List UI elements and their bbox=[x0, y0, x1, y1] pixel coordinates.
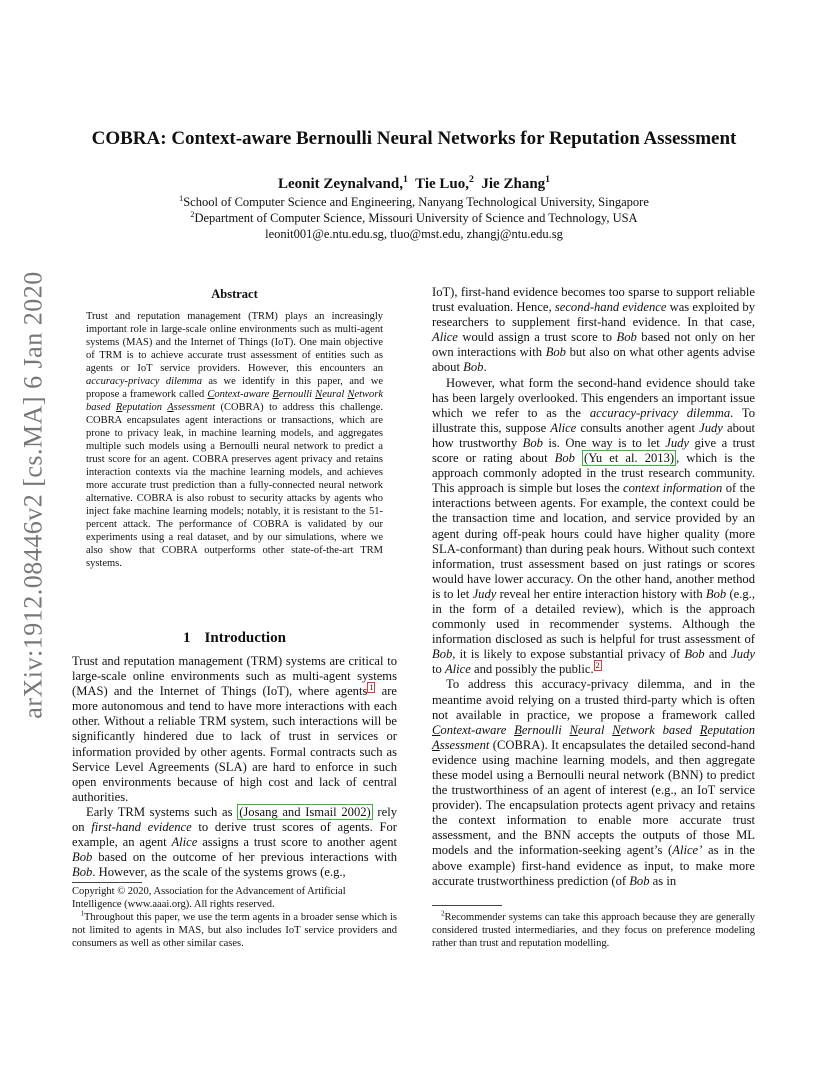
affiliation-text: Department of Computer Science, Missouri University of Science and Technology, USA bbox=[194, 211, 638, 225]
footnote-text: Recommender systems can take this approach because they are generally considered trusted intermediaries, and they focus on preference modeling rather than trust and reputation modelling. bbox=[432, 912, 756, 949]
section-number: 1 bbox=[183, 630, 191, 646]
footnote-link[interactable]: 1 bbox=[369, 683, 374, 692]
affiliation bbox=[40, 195, 788, 210]
abstract-section bbox=[86, 287, 383, 570]
left-column-body bbox=[72, 654, 397, 880]
paragraph: IoT), first-hand evidence becomes too sparse to support reliable trust evaluation. Hence, second-hand evidence was exploited by researchers to supplement first-hand evidence. In that case, Alice would assign a trust score to Bob based not only on her own interactions with Bob but also on what other agents advise about Bob. bbox=[432, 285, 755, 375]
author-name: Jie Zhang bbox=[481, 176, 546, 192]
paragraph: However, what form the second-hand evidence should take has been largely overlooked. This engenders an important issue which we refer to as the accuracy-privacy dilemma. To illustrate this, suppose Alice consults another agent Judy about how trustworthy Bob is. One way is to let Judy give a trust score or rating about Bob (Yu et al. 2013) , which is the approach commonly adopted in the trust research community. This approach is simple but loses the context information of the interactions between agents. For example, the context could be the transaction time and location, and service provided by an agent during off-peak hours could have higher quality (more SLA-conformant) than during peak hours. Without such context information, trust assessment based on just ratings or scores would have lower accuracy. On the other hand, another method is to let Judy reveal her entire interaction history with Bob (e.g., in the form of a detailed review), which is the approach commonly used in recommender systems. Although the information disclosed as such is helpful for trust assessment of Bob, it is likely to expose substantial privacy of Bob and Judy to Alice and possibly the public. $^2$ bbox=[432, 375, 755, 677]
affiliation-text: School of Computer Science and Engineering, Nanyang Technological University, Singapore bbox=[183, 195, 649, 209]
author-affil-mark: 1 bbox=[545, 174, 551, 185]
arxiv-id-text: arXiv:1912.08446v2 [cs.MA] 6 Jan 2020 bbox=[19, 271, 49, 719]
footnote-text: Throughout this paper, we use the term agents in a broader sense which is not limited to agents in MAS, but also includes IoT service providers and consumers as well as other similar cases. bbox=[72, 912, 398, 949]
affiliation bbox=[40, 211, 788, 226]
affiliation-mark: 1 bbox=[179, 193, 184, 203]
paragraph: To address this accuracy-privacy dilemma, and in the meantime avoid relying on a trusted third-party which is often not available in practice, we propose a framework called Context-aware Bernoulli Neural Network based Reputation Assessment (COBRA). It encapsulates the detailed second-hand evidence using machine learning models, and then aggregate these model using a Bernoulli neural network (BNN) to predict the trustworthiness of an agent of interest (e.g., an IoT service provider). The encapsulation protects agent privacy and retains the context information to enable more accurate trust assessment, and the BNN accepts the outputs of those ML models and the information-seeking agent’s (Alice’ as in the above example) first-hand evidence as input, to make more accurate trustworthiness prediction (of Bob as in bbox=[432, 677, 755, 888]
arxiv-identifier bbox=[14, 271, 54, 719]
section-heading-introduction bbox=[72, 630, 397, 647]
citation-link[interactable]: (Josang and Ismail 2002) bbox=[239, 804, 371, 819]
author-emails: leonit001@e.ntu.edu.sg, tluo@mst.edu, zhangj@ntu.edu.sg bbox=[265, 227, 563, 241]
author-name: Tie Luo, bbox=[415, 176, 470, 192]
copyright-notice: Copyright © 2020, Association for the Advancement of Artificial Intelligence (www.aaai.org). All rights reserved. bbox=[72, 886, 346, 910]
citation-link[interactable]: (Yu et al. 2013) bbox=[584, 451, 675, 466]
footnote-1 bbox=[72, 911, 397, 950]
paragraph: Trust and reputation management (TRM) systems are critical to large-scale online environments such as multi-agent systems (MAS) and the Internet of Things (IoT), where agents $^1$ are more autonomous and tend to have more interactions with each other. Without a reliable TRM system, such interactions will be significantly hindered due to lack of trust in services or information provided by other agents. Formal contracts such as Service Level Agreements (SLA) are hard to enforce in such open environments because of high cost and lack of central authorities. bbox=[72, 654, 397, 804]
author-affil-mark: 1 bbox=[403, 174, 408, 185]
paragraph: Early TRM systems such as (Josang and Ismail 2002) rely on first-hand evidence to derive trust scores of agents. For example, an agent Alice assigns a trust score to another agent Bob based on the outcome of her previous interactions with Bob. However, as the scale of the systems grows (e.g., bbox=[72, 804, 398, 880]
footnote-divider bbox=[72, 882, 142, 883]
author-name: Leonit Zeynalvand, bbox=[277, 176, 403, 192]
abstract-heading: Abstract bbox=[211, 287, 258, 301]
section-title: Introduction bbox=[204, 630, 286, 646]
footnote-divider bbox=[432, 905, 502, 906]
paper-title: COBRA: Context-aware Bernoulli Neural Networks for Reputation Assessment bbox=[91, 128, 737, 149]
footnote-mark: 1 bbox=[80, 910, 85, 918]
footnote-2 bbox=[432, 911, 755, 950]
affiliation-mark: 2 bbox=[190, 209, 195, 219]
author-list bbox=[40, 176, 788, 193]
author-affil-mark: 2 bbox=[469, 174, 474, 185]
footnote-mark: 2 bbox=[441, 910, 445, 918]
right-column-body bbox=[432, 285, 755, 889]
abstract-text: Trust and reputation management (TRM) plays an increasingly important role in large-scale online environments such as multi-agent systems (MAS) and the Internet of Things (IoT). One main objective of TRM is to achieve accurate trust assessment of entities such as agents or IoT service providers. However, this encounters an accuracy-privacy dilemma as we identify in this paper, and we propose a framework called Context-aware Bernoulli Neural Network based Reputation Assessment (COBRA) to address this challenge. COBRA encapsulates agent interactions or transactions, which are prone to privacy leak, in machine learning models, and aggregates multiple such models using a Bernoulli neural network to predict a trust score for an agent. COBRA preserves agent privacy and retains interaction contexts via the machine learning models, and achieves more accurate trust prediction than a fully-connected neural network alternative. COBRA is also robust to security attacks by agents who inject fake machine learning models; notably, it is resistant to the 51-percent attack. The performance of COBRA is validated by our experiments using a real dataset, and by our simulations, where we also show that COBRA outperforms other state-of-the-art TRM systems. bbox=[86, 311, 384, 569]
footnote-link[interactable]: 2 bbox=[595, 661, 600, 671]
